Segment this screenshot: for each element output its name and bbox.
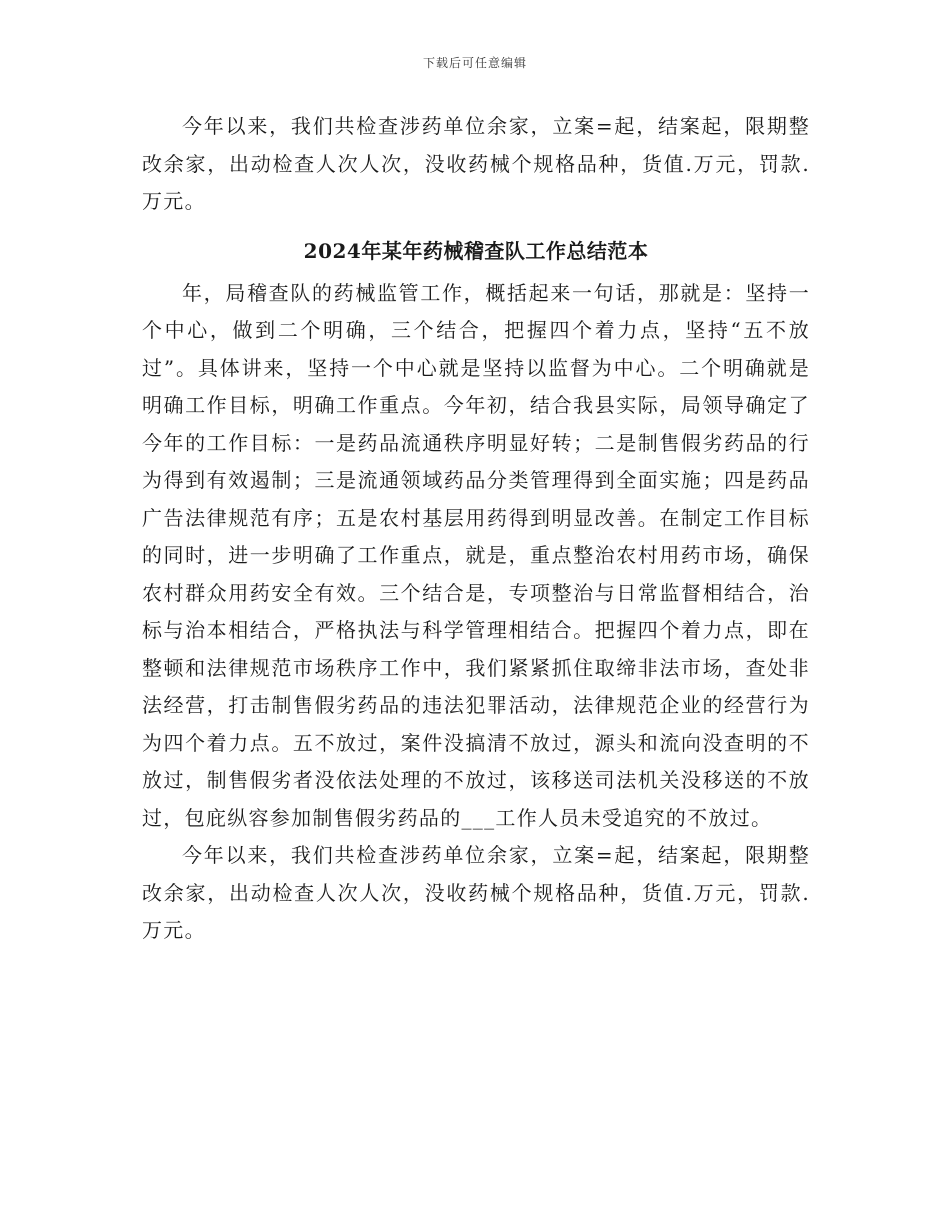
header-note: 下载后可任意编辑 [422, 56, 527, 70]
body-paragraph: 年，局稽查队的药械监管工作，概括起来一句话，那就是：坚持一个中心，做到二个明确，三个结合，把握四个着力点，坚持“五不放过”。具体讲来，坚持一个中心就是坚持以监督为中心。二个明确就是明确工作目标，明确工作重点。今年初，结合我县实际，局领导确定了今年的工作目标：一是药品流通秩序明显好转；二是制售假劣药品的行为得到有效遏制；三是流通领域药品分类管理得到全面实施；四是药品广告法律规范有序；五是农村基层用药得到明显改善。在制定工作目标的同时，进一步明确了工作重点，就是，重点整治农村用药市场，确保农村群众用药安全有效。三个结合是，专项整治与日常监督相结合，治标与治本相结合，严格执法与科学管理相结合。把握四个着力点，即在整顿和法律规范市场秩序工作中，我们紧紧抓住取缔非法市场，查处非法经营，打击制售假劣药品的违法犯罪活动，法律规范企业的经营行为为四个着力点。五不放过，案件没搞清不放过，源头和流向没查明的不放过，制售假劣者没依法处理的不放过，该移送司法机关没移送的不放过，包庇纵容参加制售假劣药品的___工作人员未受追究的不放过。 [142, 280, 810, 830]
document-title: 2024年某年药械稽查队工作总结范本 [303, 238, 649, 263]
closing-paragraph: 今年以来，我们共检查涉药单位余家，立案=起，结案起，限期整改余家，出动检查人次人次，没收药械个规格品种，货值.万元，罚款.万元。 [142, 843, 810, 942]
intro-paragraph: 今年以来，我们共检查涉药单位余家，立案=起，结案起，限期整改余家，出动检查人次人次，没收药械个规格品种，货值.万元，罚款.万元。 [142, 114, 810, 213]
document-content [142, 108, 810, 950]
